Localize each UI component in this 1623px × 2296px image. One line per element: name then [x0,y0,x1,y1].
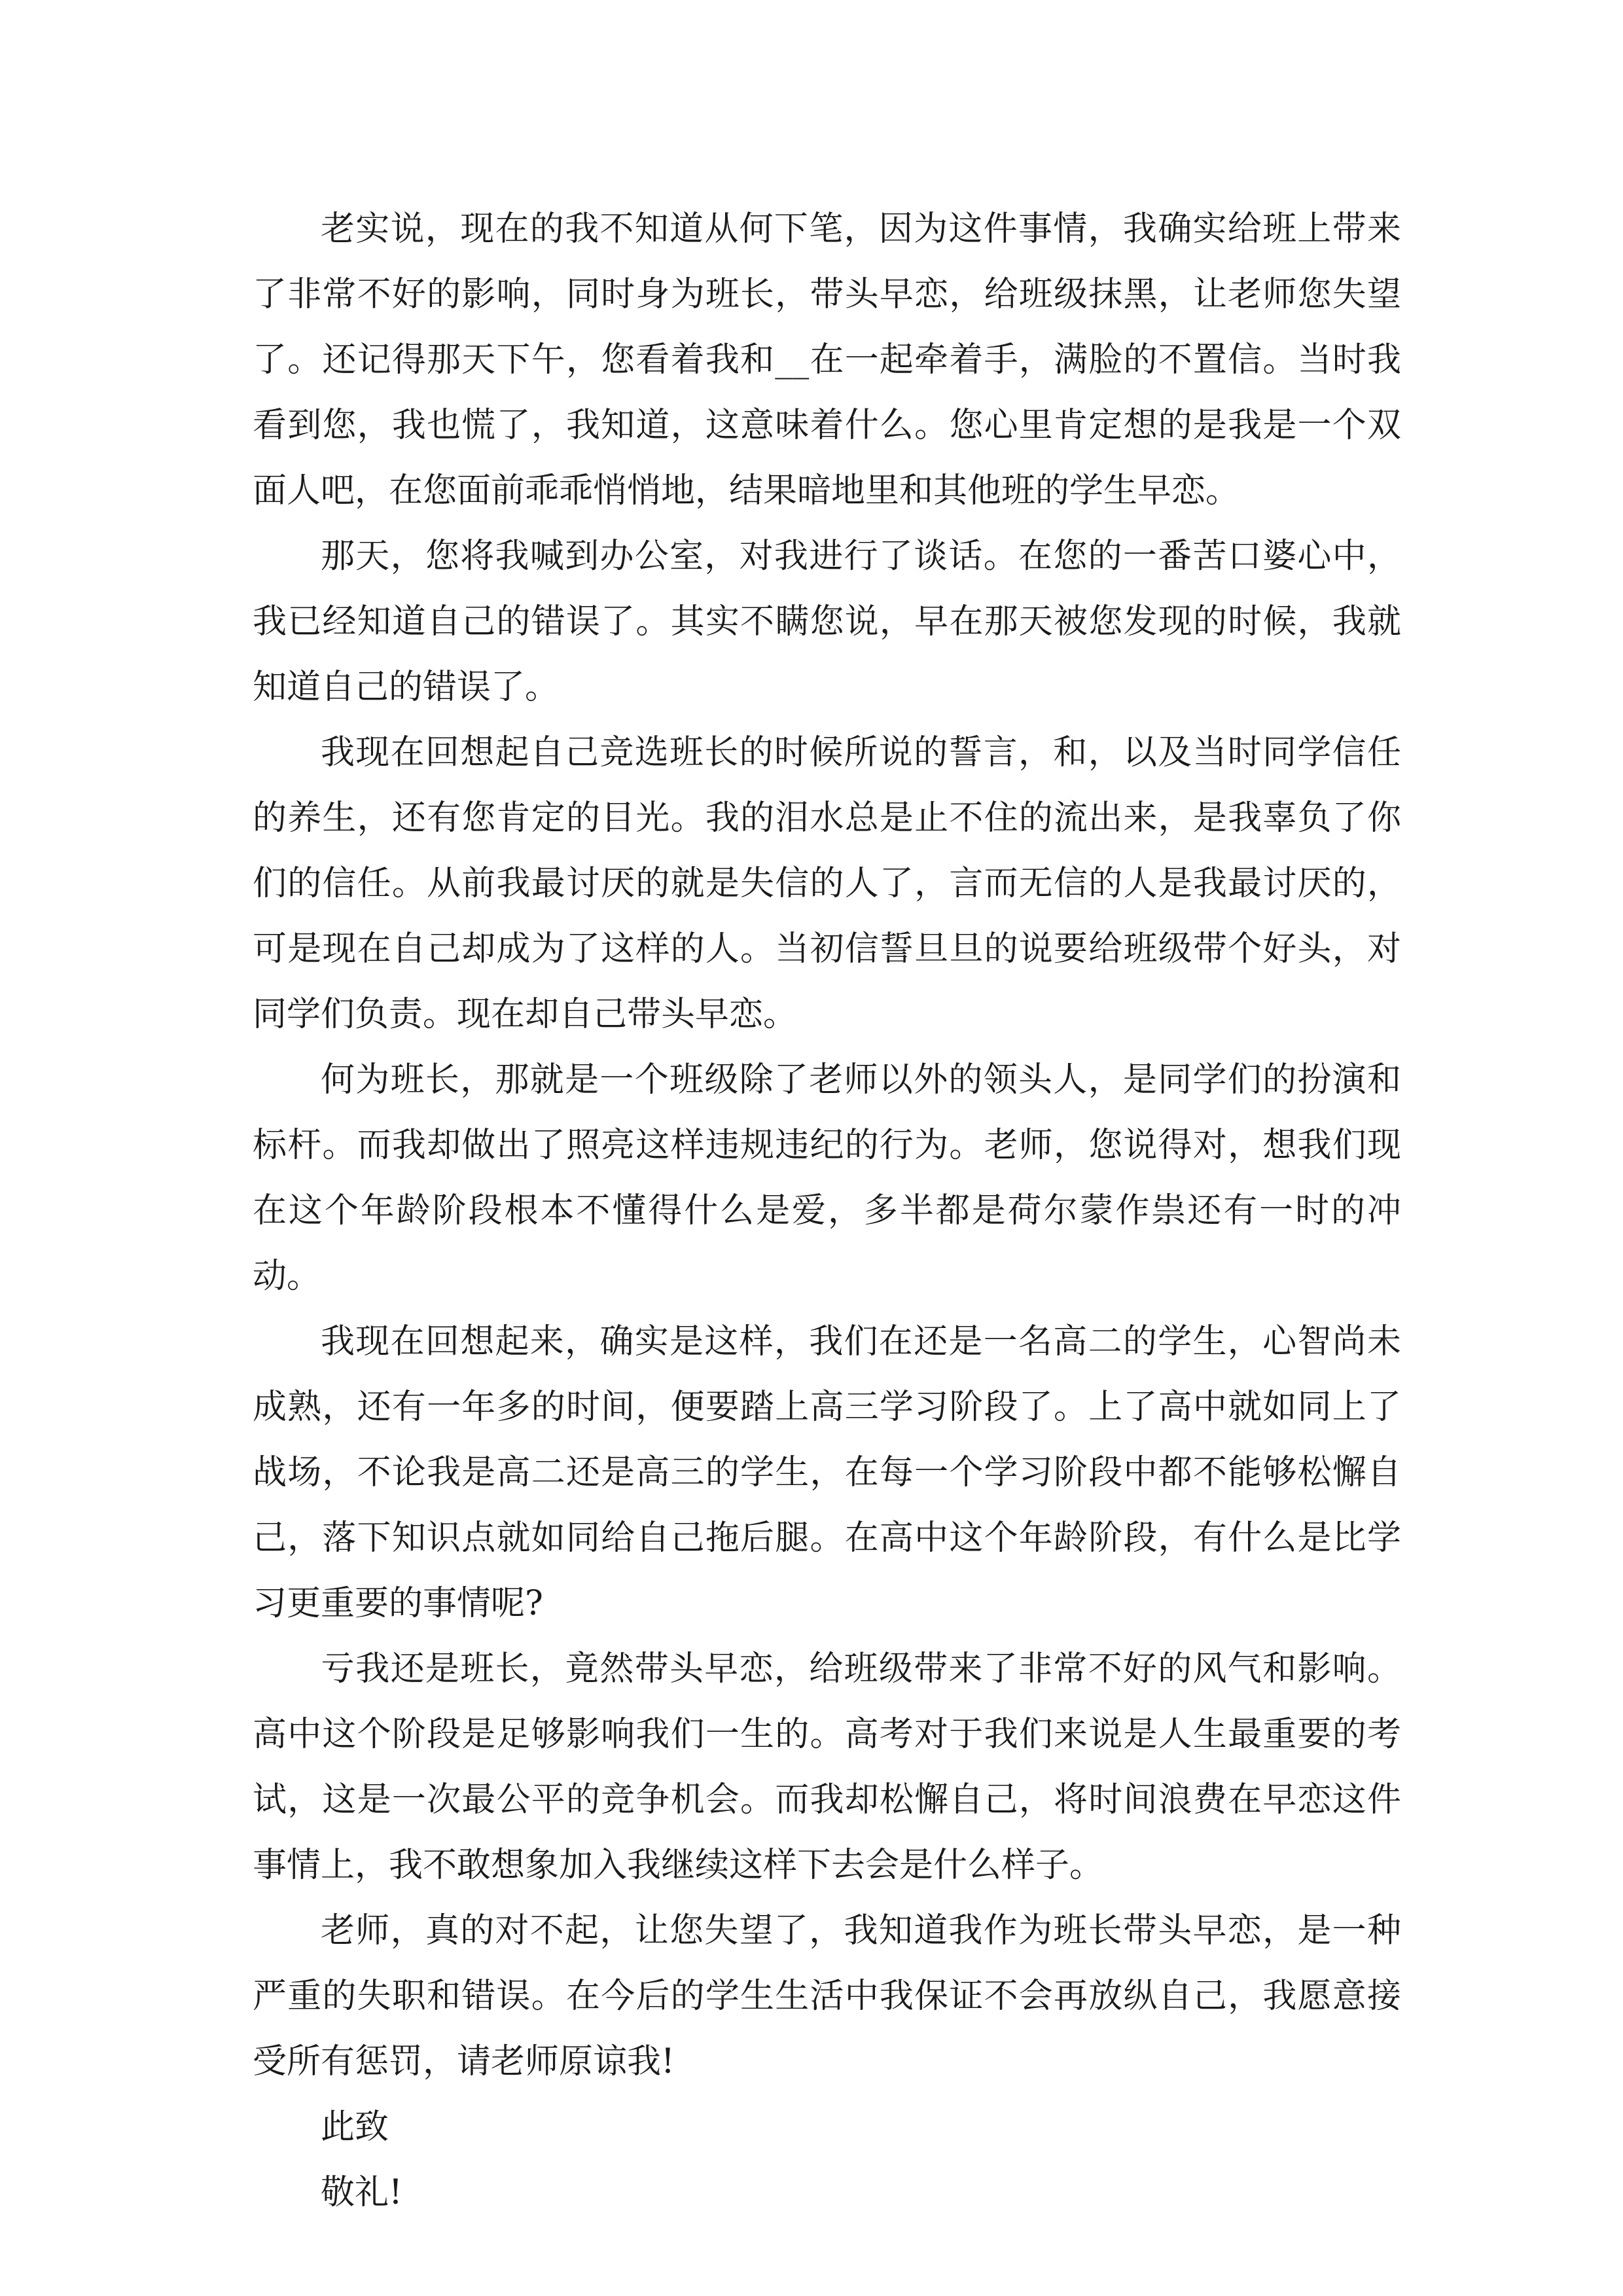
paragraph-2: 那天，您将我喊到办公室，对我进行了谈话。在您的一番苦口婆心中，我已经知道自己的错误了。其实不瞒您说，早在那天被您发现的时候，我就知道自己的错误了。 [253,537,1401,707]
closing-salutation: 此致 [321,2108,389,2147]
paragraph-3: 我现在回想起自己竞选班长的时候所说的誓言，和，以及当时同学信任的养生，还有您肯定的目光。我的泪水总是止不住的流出来，是我辜负了你们的信任。从前我最讨厌的就是失信的人了，言而无信的人是我最讨厌的，可是现在自己却成为了这样的人。当初信誓旦旦的说要给班级带个好头，对同学们负责。现在却自己带头早恋。 [253,733,1401,1034]
paragraph-6: 亏我还是班长，竟然带头早恋，给班级带来了非常不好的风气和影响。高中这个阶段是足够影响我们一生的。高考对于我们来说是人生最重要的考试，这是一次最公平的竞争机会。而我却松懈自己，将时间浪费在早恋这件事情上，我不敢想象加入我继续这样下去会是什么样子。 [253,1649,1401,1885]
paragraph-4: 何为班长，那就是一个班级除了老师以外的领头人，是同学们的扮演和标杆。而我却做出了照亮这样违规违纪的行为。老师，您说得对，想我们现在这个年龄阶段根本不懂得什么是爱，多半都是荷尔蒙作祟还有一时的冲动。 [253,1060,1401,1296]
closing-respect: 敬礼! [321,2173,402,2212]
paragraph-5: 我现在回想起来，确实是这样，我们在还是一名高二的学生，心智尚未成熟，还有一年多的时间，便要踏上高三学习阶段了。上了高中就如同上了战场，不论我是高二还是高三的学生，在每一个学习阶段中都不能够松懈自己，落下知识点就如同给自己拖后腿。在高中这个年龄阶段，有什么是比学习更重要的事情呢? [253,1322,1401,1623]
letter-body [253,196,1401,2225]
paragraph-7: 老师，真的对不起，让您失望了，我知道我作为班长带头早恋，是一种严重的失职和错误。在今后的学生生活中我保证不会再放纵自己，我愿意接受所有惩罚，请老师原谅我! [253,1911,1401,2081]
paragraph-1: 老实说，现在的我不知道从何下笔，因为这件事情，我确实给班上带来了非常不好的影响，同时身为班长，带头早恋，给班级抹黑，让老师您失望了。还记得那天下午，您看着我和__在一起牵着手，满脸的不置信。当时我看到您，我也慌了，我知道，这意味着什么。您心里肯定想的是我是一个双面人吧，在您面前乖乖悄悄地，结果暗地里和其他班的学生早恋。 [253,209,1401,511]
